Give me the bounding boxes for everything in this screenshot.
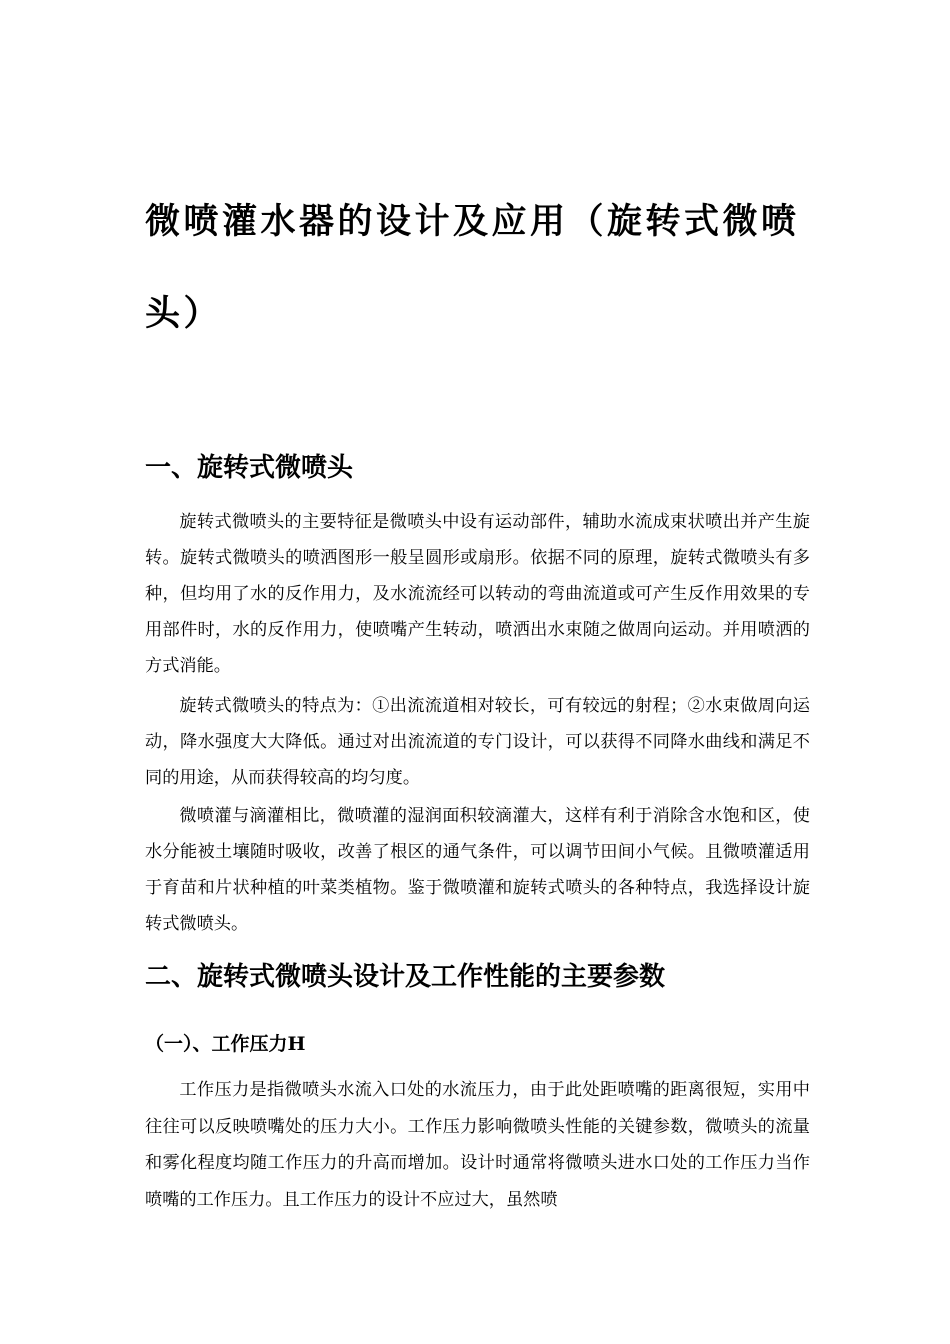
paragraph: 旋转式微喷头的主要特征是微喷头中设有运动部件，辅助水流成束状喷出并产生旋转。旋转式微喷头的喷洒图形一般呈圆形或扇形。依据不同的原理，旋转式微喷头有多种，但均用了水的反作用力，及水流流经可以转动的弯曲流道或可产生反作用效果的专用部件时，水的反作用力，使喷嘴产生转动，喷洒出水束随之做周向运动。并用喷洒的方式消能。 — [145, 512, 810, 676]
section-heading-1: 一、旋转式微喷头 — [145, 453, 354, 483]
paragraph: 旋转式微喷头的特点为：①出流流道相对较长，可有较远的射程；②水束做周向运动，降水强度大大降低。通过对出流流道的专门设计，可以获得不同降水曲线和满足不同的用途，从而获得较高的均匀度。 — [145, 696, 810, 788]
section-heading-2: 二、旋转式微喷头设计及工作性能的主要参数 — [145, 962, 666, 992]
paragraph: 微喷灌与滴灌相比，微喷灌的湿润面积较滴灌大，这样有利于消除含水饱和区，使水分能被土壤随时吸收，改善了根区的通气条件，可以调节田间小气候。且微喷灌适用于育苗和片状种植的叶菜类植物。鉴于微喷灌和旋转式喷头的各种特点，我选择设计旋转式微喷头。 — [145, 806, 810, 934]
subsection-heading: （一）、工作压力H — [145, 1033, 306, 1055]
paragraph: 工作压力是指微喷头水流入口处的水流压力，由于此处距喷嘴的距离很短，实用中往往可以反映喷嘴处的压力大小。工作压力影响微喷头性能的关键参数，微喷头的流量和雾化程度均随工作压力的升高而增加。设计时通常将微喷头进水口处的工作压力当作喷嘴的工作压力。且工作压力的设计不应过大，虽然喷 — [145, 1080, 810, 1210]
document-title: 微喷灌水器的设计及应用（旋转式微喷头） — [145, 201, 800, 334]
